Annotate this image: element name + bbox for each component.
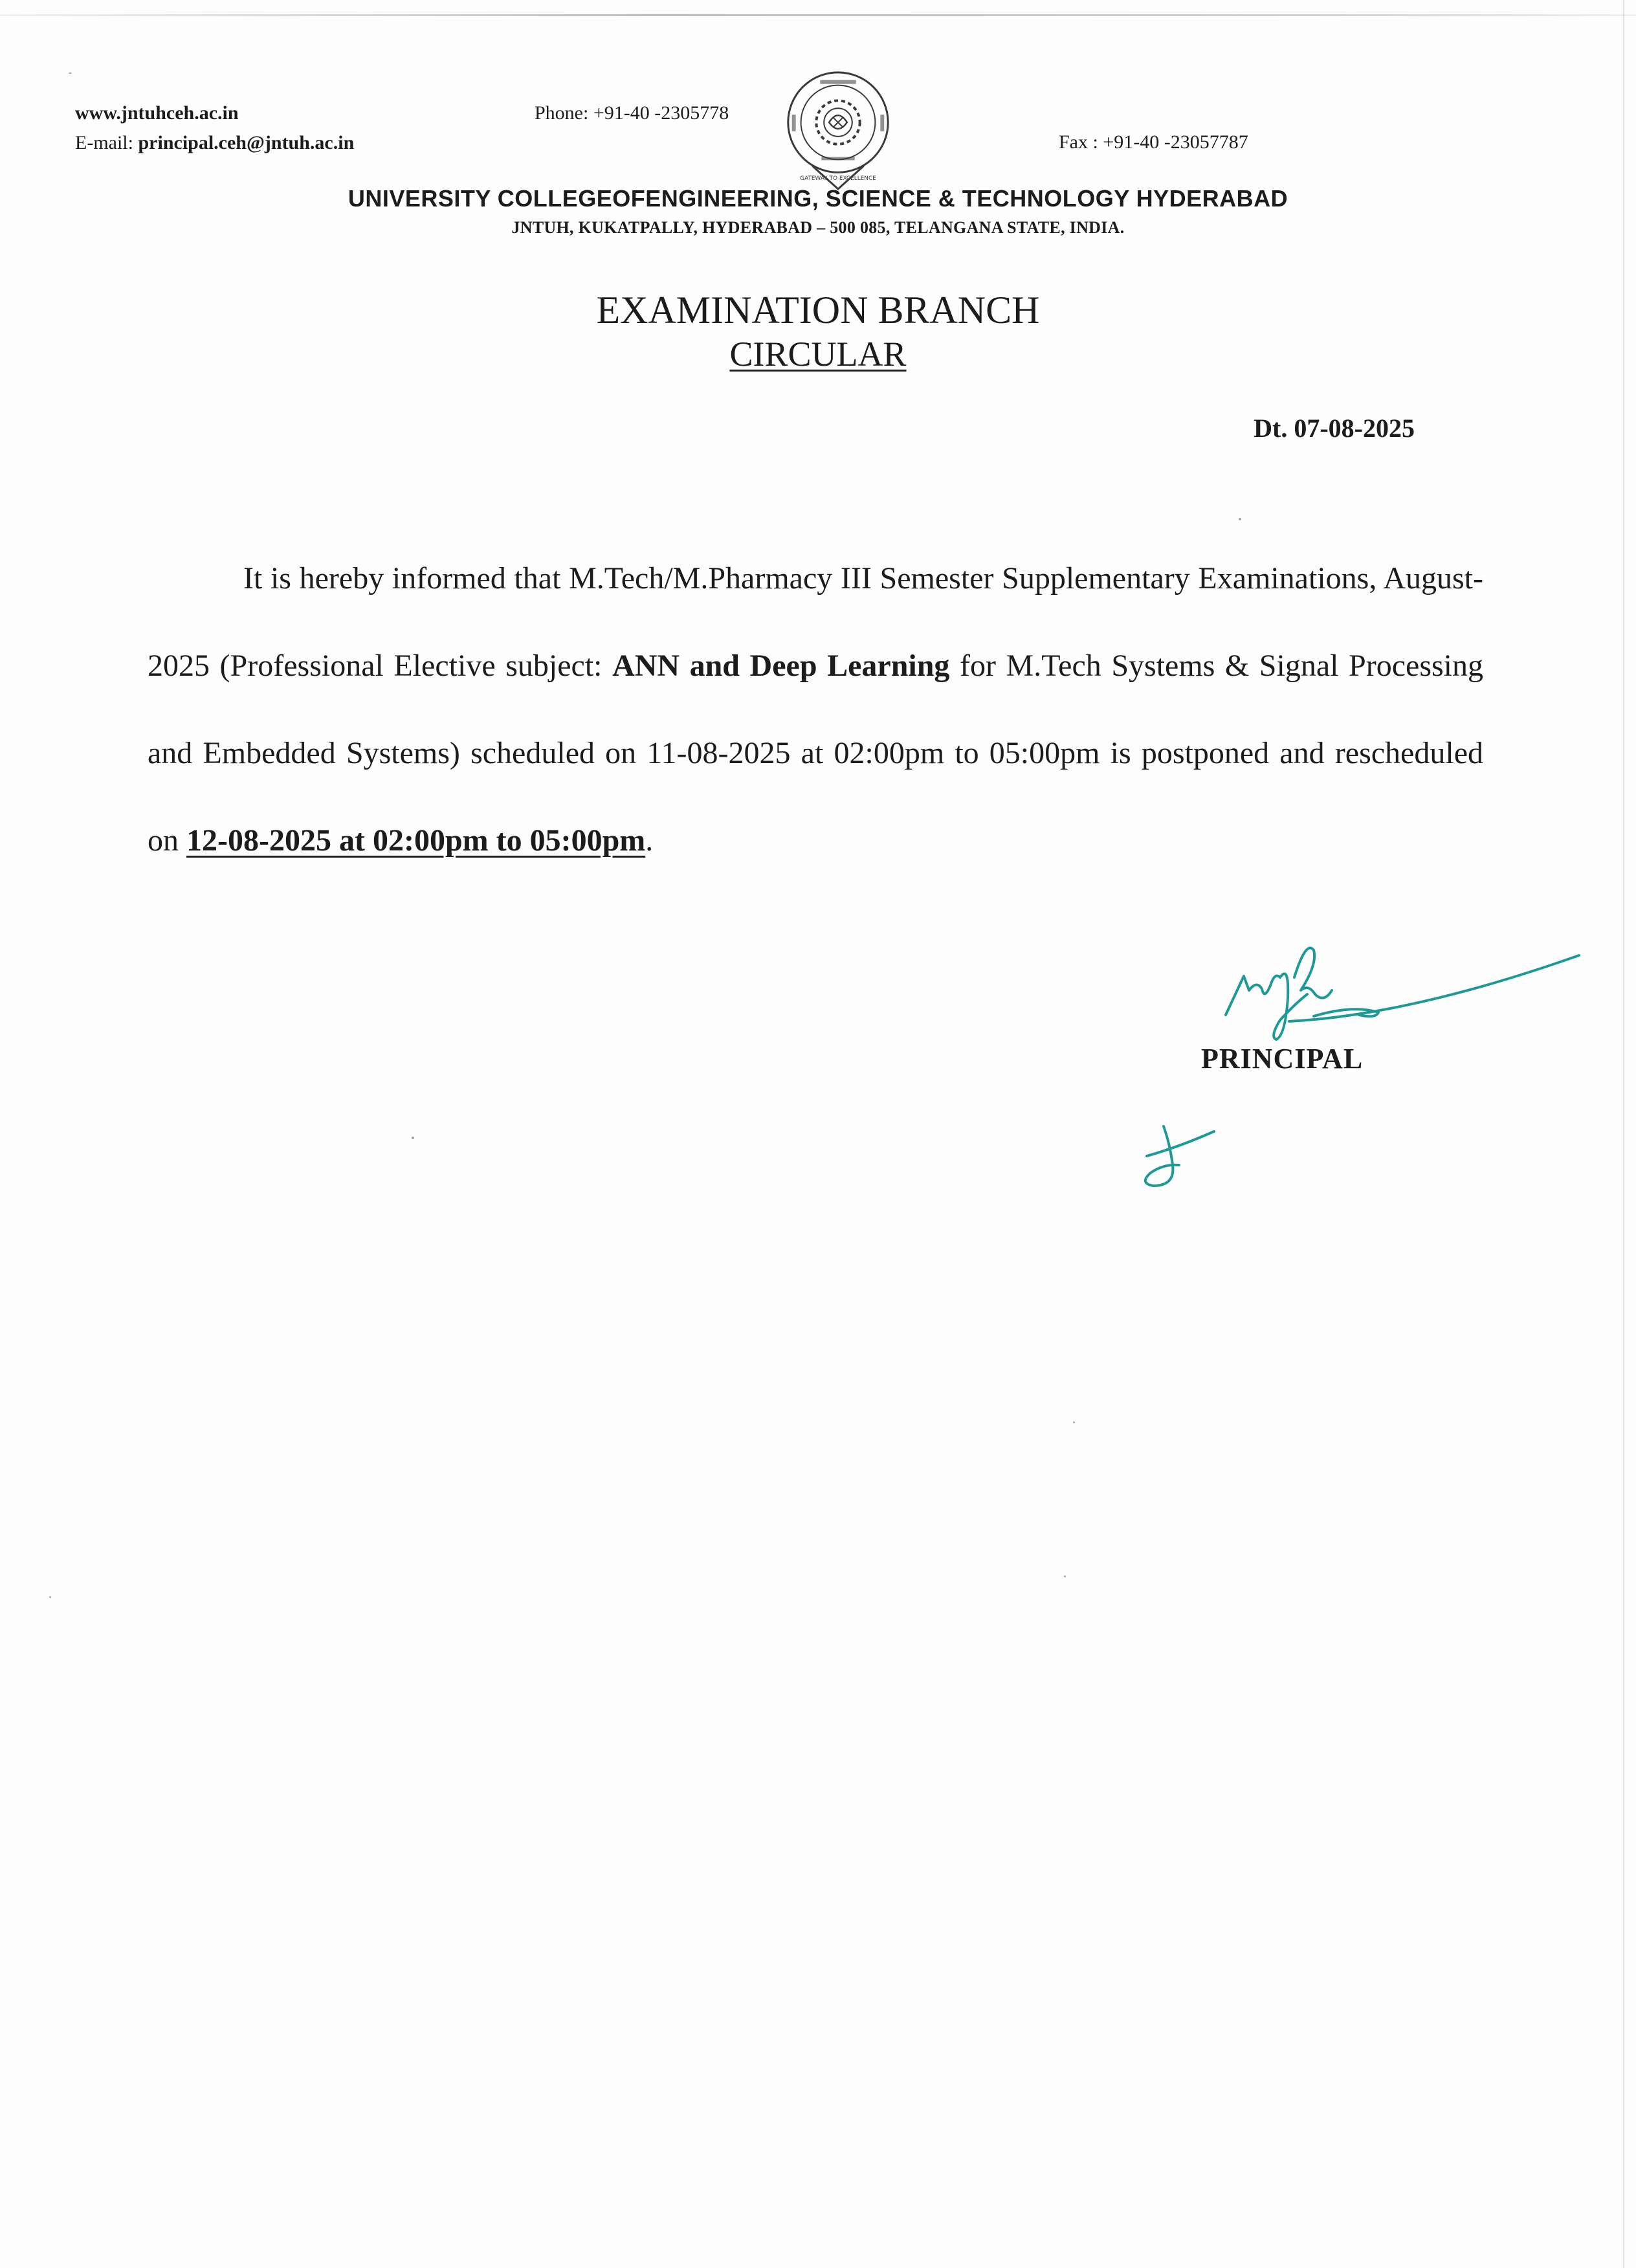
body-part-3: . <box>645 823 654 858</box>
scan-speck <box>49 1596 51 1598</box>
scan-speck <box>1064 1575 1066 1577</box>
circular-label: CIRCULAR <box>729 335 907 373</box>
body-part-2: for M.Tech Systems & Signal Processing and Embedded Systems) scheduled on 11-08-2025 at 02:00pm to 05:00pm is postponed and rescheduled on <box>148 649 1484 858</box>
email-value: principal.ceh@jntuh.ac.in <box>138 132 355 153</box>
subject-name: ANN and Deep Learning <box>612 649 950 683</box>
scan-speck <box>1073 1421 1075 1423</box>
scan-speck <box>412 1137 414 1139</box>
university-name: UNIVERSITY COLLEGEOFENGINEERING, SCIENCE & TECHNOLOGY HYDERABAD <box>348 185 1288 212</box>
contact-block <box>75 98 354 158</box>
page-top-edge <box>0 14 1636 16</box>
document-type-heading <box>0 334 1636 374</box>
scan-speck <box>1239 518 1241 520</box>
email-line <box>75 128 354 158</box>
scan-speck <box>69 72 72 74</box>
fax-text: Fax : +91-40 -23057787 <box>1059 131 1248 153</box>
rescheduled-datetime: 12-08-2025 at 02:00pm to 05:00pm <box>186 823 646 858</box>
email-label: E-mail: <box>75 132 138 153</box>
logo-motto: GATEWAY TO EXCELLENCE <box>800 175 876 183</box>
website-text: www.jntuhceh.ac.in <box>75 102 239 124</box>
university-logo-icon <box>774 63 902 192</box>
branch-heading: EXAMINATION BRANCH <box>596 289 1040 331</box>
initial-mark <box>1134 1118 1224 1196</box>
body-part-1: It is hereby informed that M.Tech/M.Pharmacy III Semester Supplementary Examinations, August-2025 (Professional Elective subject: <box>148 561 1483 683</box>
signatory-title: PRINCIPAL <box>1201 1043 1364 1074</box>
university-address: JNTUH, KUKATPALLY, HYDERABAD – 500 085, TELANGANA STATE, INDIA. <box>511 218 1125 237</box>
circular-body <box>148 535 1483 884</box>
circular-date: Dt. 07-08-2025 <box>1254 414 1415 443</box>
phone-text: Phone: +91-40 -2305778 <box>535 102 729 124</box>
